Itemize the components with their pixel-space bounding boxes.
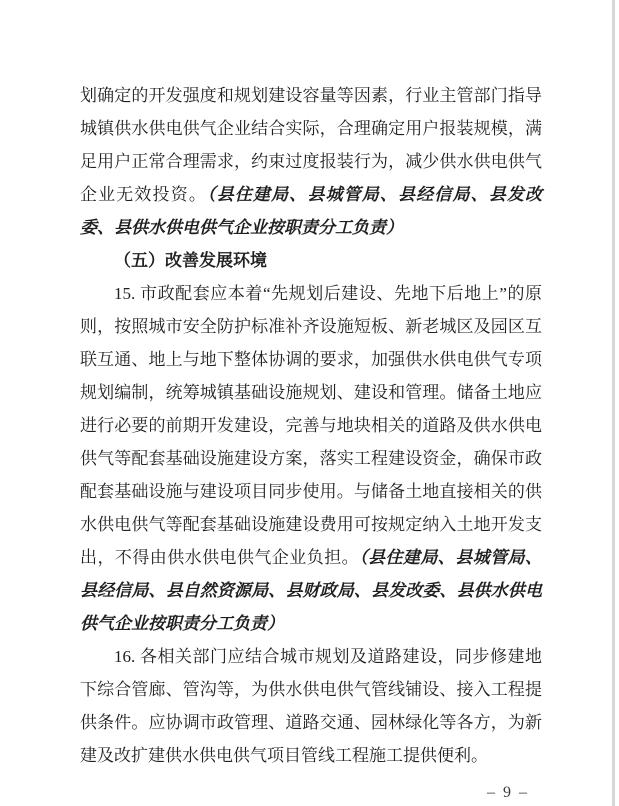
page-number: – 9 – (487, 784, 529, 801)
page-edge-divider (612, 0, 615, 806)
paragraph-text: 16. 各相关部门应结合城市规划及道路建设，同步修建地下综合管廊、管沟等，为供水供电供气管线铺设、接入工程提供条件。应协调市政管理、道路交通、园林绿化等各方，为新建及改扩建供水供电供气项目管线工程施工提供便利。 (80, 647, 542, 765)
paragraph-text: 15. 市政配套应本着“先规划后建设、先地下后地上”的原则，按照城市安全防护标准补齐设施短板、新老城区及园区互联互通、地上与地下整体协调的要求，加强供水供电供气专项规划编制，统筹城镇基础设施规划、建设和管理。储备土地应进行必要的前期开发建设，完善与地块相关的道路及供水供电供气等配套基础设施建设方案，落实工程建设资金，确保市政配套基础设施与建设项目同步使用。与储备土地直接相关的供水供电供气等配套基础设施建设费用可按规定纳入土地开发支出，不得由供水供电供气企业负担。 (80, 284, 542, 567)
department-attribution: （县住建局、县城管局、县经信局、县自然资源局、县财政局、县发改委、县供水供电供气企业按职责分工负责） (80, 548, 543, 633)
section-heading: （五）改善发展环境 (114, 251, 267, 270)
document-content (80, 79, 542, 772)
paragraph (80, 277, 542, 640)
paragraph (80, 79, 542, 244)
paragraph-text: 划确定的开发强度和规划建设容量等因素，行业主管部门指导城镇供水供电供气企业结合实际，合理确定用户报装规模，满足用户正常合理需求，约束过度报装行为，减少供水供电供气企业无效投资。 (80, 86, 542, 204)
paragraph (80, 640, 542, 772)
department-attribution: （县住建局、县城管局、县经信局、县发改委、县供水供电供气企业按职责分工负责） (80, 185, 543, 237)
